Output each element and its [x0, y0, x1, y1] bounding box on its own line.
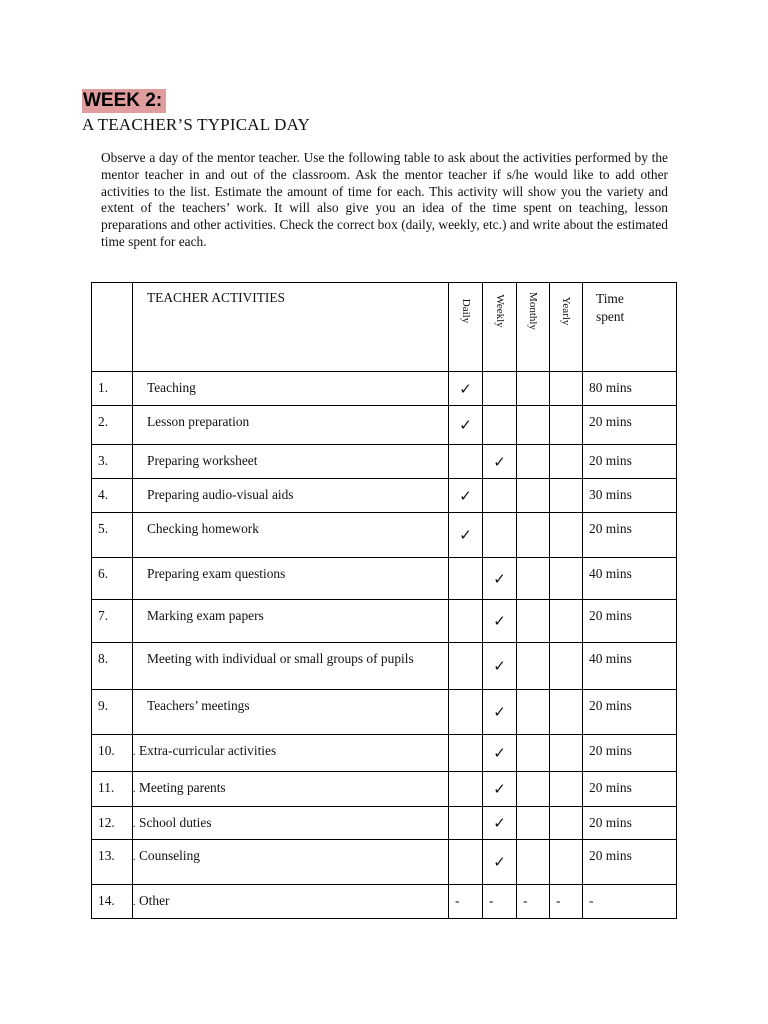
table-row: [92, 807, 677, 840]
row-monthly-cell: [517, 513, 550, 558]
row-weekly-cell: [483, 807, 517, 840]
header-time-line1: Time: [596, 291, 624, 306]
row-weekly-cell: [483, 735, 517, 772]
row-weekly-cell: [483, 513, 517, 558]
row-activity-cell: [133, 600, 449, 643]
row-monthly-cell: [517, 445, 550, 479]
row-daily-cell: [449, 807, 483, 840]
row-number: 7.: [92, 600, 133, 643]
check-mark-icon: ✓: [493, 744, 506, 762]
row-time-spent: 20 mins: [583, 406, 677, 445]
leader-dot: .: [133, 747, 136, 758]
row-weekly-cell: [483, 643, 517, 690]
row-number: 3.: [92, 445, 133, 479]
row-monthly-cell: [517, 600, 550, 643]
row-number: 11.: [92, 772, 133, 807]
row-time-spent: 30 mins: [583, 479, 677, 513]
row-number: 10.: [92, 735, 133, 772]
dash-mark: -: [455, 893, 460, 908]
row-weekly-cell: [483, 406, 517, 445]
row-yearly-cell: [550, 690, 583, 735]
row-daily-cell: [449, 885, 483, 919]
row-activity: Preparing worksheet: [147, 453, 258, 468]
row-number: 6.: [92, 558, 133, 600]
row-activity-cell: [133, 479, 449, 513]
row-activity: Preparing audio-visual aids: [147, 487, 294, 502]
row-daily-cell: [449, 406, 483, 445]
leader-dot: .: [133, 852, 136, 863]
row-monthly-cell: [517, 772, 550, 807]
check-mark-icon: ✓: [459, 526, 472, 544]
row-weekly-cell: [483, 772, 517, 807]
header-weekly-label: Weekly: [493, 294, 506, 328]
row-daily-cell: [449, 372, 483, 406]
row-daily-cell: [449, 479, 483, 513]
table-header-row: [92, 283, 677, 372]
table-row: [92, 479, 677, 513]
row-time-spent: 20 mins: [583, 772, 677, 807]
row-monthly-cell: [517, 840, 550, 885]
row-activity: Marking exam papers: [147, 608, 264, 623]
row-monthly-cell: [517, 479, 550, 513]
table-row: [92, 690, 677, 735]
table-row: [92, 772, 677, 807]
activities-table: [91, 282, 677, 919]
header-number-cell: [92, 283, 133, 372]
table-row: [92, 445, 677, 479]
table-row: [92, 643, 677, 690]
row-yearly-cell: [550, 445, 583, 479]
header-monthly: [517, 283, 550, 372]
row-number: 4.: [92, 479, 133, 513]
row-activity-cell: [133, 690, 449, 735]
leader-dot: .: [133, 819, 136, 830]
header-yearly: [550, 283, 583, 372]
row-yearly-cell: [550, 885, 583, 919]
header-time-spent: [583, 283, 677, 372]
row-number: 1.: [92, 372, 133, 406]
leader-dot: .: [133, 897, 136, 908]
row-yearly-cell: [550, 558, 583, 600]
row-activity: Meeting parents: [139, 780, 226, 795]
row-daily-cell: [449, 643, 483, 690]
header-weekly: [483, 283, 517, 372]
row-monthly-cell: [517, 885, 550, 919]
row-number: 13.: [92, 840, 133, 885]
row-weekly-cell: [483, 372, 517, 406]
dash-mark: -: [489, 893, 494, 908]
instructions-paragraph: Observe a day of the mentor teacher. Use the following table to ask about the activities performed by the mentor teacher in and out of the classroom. Ask the mentor teacher if s/he would like to add other activities to the list. Estimate the amount of time for each. This activity will show you the variety and extent of the teachers’ work. It will also give you an idea of the time spent on teaching, lesson preparations and other activities. Check the correct box (daily, weekly, etc.) and write about the estimated time spent for each.: [101, 150, 668, 249]
row-yearly-cell: [550, 406, 583, 445]
row-activity: School duties: [139, 815, 212, 830]
row-monthly-cell: [517, 690, 550, 735]
row-weekly-cell: [483, 840, 517, 885]
row-time-spent: 20 mins: [583, 840, 677, 885]
row-activity-cell: [133, 445, 449, 479]
dash-mark: -: [523, 893, 528, 908]
header-daily-label: Daily: [459, 298, 472, 324]
week-heading: WEEK 2:: [82, 89, 166, 113]
page-title: A TEACHER’S TYPICAL DAY: [82, 115, 310, 134]
row-activity: Preparing exam questions: [147, 566, 286, 581]
table-row: [92, 885, 677, 919]
row-daily-cell: [449, 600, 483, 643]
leader-dot: .: [133, 784, 136, 795]
row-yearly-cell: [550, 643, 583, 690]
header-daily: [449, 283, 483, 372]
row-activity-cell: [133, 772, 449, 807]
table-row: [92, 558, 677, 600]
row-monthly-cell: [517, 406, 550, 445]
row-activity: Other: [139, 893, 170, 908]
row-weekly-cell: [483, 558, 517, 600]
row-activity-cell: [133, 513, 449, 558]
check-mark-icon: ✓: [493, 569, 506, 588]
row-activity: Counseling: [139, 848, 201, 863]
row-yearly-cell: [550, 372, 583, 406]
header-activities: TEACHER ACTIVITIES: [133, 283, 449, 372]
check-mark-icon: ✓: [459, 416, 472, 434]
row-monthly-cell: [517, 807, 550, 840]
row-time-spent: 20 mins: [583, 807, 677, 840]
row-yearly-cell: [550, 807, 583, 840]
row-activity: Checking homework: [147, 521, 259, 536]
header-monthly-label: Monthly: [527, 292, 539, 330]
row-number: 8.: [92, 643, 133, 690]
row-yearly-cell: [550, 479, 583, 513]
row-monthly-cell: [517, 643, 550, 690]
row-daily-cell: [449, 445, 483, 479]
row-monthly-cell: [517, 372, 550, 406]
check-mark-icon: ✓: [493, 657, 506, 675]
row-daily-cell: [449, 735, 483, 772]
row-time-spent: 20 mins: [583, 513, 677, 558]
row-activity: Lesson preparation: [147, 414, 250, 429]
table-row: [92, 406, 677, 445]
row-number: 12.: [92, 807, 133, 840]
table-row: [92, 372, 677, 406]
dash-mark: -: [556, 893, 561, 908]
table-row: [92, 840, 677, 885]
row-activity: Meeting with individual or small groups of pupils: [147, 651, 414, 666]
row-yearly-cell: [550, 600, 583, 643]
row-yearly-cell: [550, 840, 583, 885]
check-mark-icon: ✓: [459, 379, 472, 398]
check-mark-icon: ✓: [459, 486, 472, 505]
check-mark-icon: ✓: [493, 703, 506, 721]
row-activity: Teachers’ meetings: [147, 698, 250, 713]
row-daily-cell: [449, 772, 483, 807]
row-activity-cell: [133, 840, 449, 885]
row-weekly-cell: [483, 479, 517, 513]
row-number: 2.: [92, 406, 133, 445]
row-daily-cell: [449, 840, 483, 885]
row-number: 5.: [92, 513, 133, 558]
check-mark-icon: ✓: [493, 452, 506, 471]
row-yearly-cell: [550, 513, 583, 558]
row-time-spent: 80 mins: [583, 372, 677, 406]
row-monthly-cell: [517, 735, 550, 772]
row-daily-cell: [449, 558, 483, 600]
row-weekly-cell: [483, 600, 517, 643]
row-weekly-cell: [483, 885, 517, 919]
row-time-spent: 20 mins: [583, 600, 677, 643]
check-mark-icon: ✓: [493, 853, 506, 871]
table-row: [92, 513, 677, 558]
row-daily-cell: [449, 690, 483, 735]
row-yearly-cell: [550, 735, 583, 772]
row-activity-cell: [133, 558, 449, 600]
row-time-spent: 20 mins: [583, 690, 677, 735]
row-time-spent: 40 mins: [583, 643, 677, 690]
row-number: 9.: [92, 690, 133, 735]
row-monthly-cell: [517, 558, 550, 600]
row-activity: Teaching: [147, 380, 196, 395]
row-number: 14.: [92, 885, 133, 919]
row-activity-cell: [133, 885, 449, 919]
row-weekly-cell: [483, 445, 517, 479]
check-mark-icon: ✓: [493, 780, 506, 798]
check-mark-icon: ✓: [493, 612, 506, 630]
row-activity-cell: [133, 406, 449, 445]
header-time-line2: spent: [596, 309, 625, 324]
row-activity-cell: [133, 643, 449, 690]
row-time-spent: 20 mins: [583, 445, 677, 479]
table-row: [92, 735, 677, 772]
table-row: [92, 600, 677, 643]
row-daily-cell: [449, 513, 483, 558]
row-activity-cell: [133, 372, 449, 406]
row-activity-cell: [133, 735, 449, 772]
check-mark-icon: ✓: [493, 814, 506, 832]
row-time-spent: -: [583, 885, 677, 919]
header-yearly-label: Yearly: [560, 296, 572, 326]
row-time-spent: 20 mins: [583, 735, 677, 772]
row-activity: Extra-curricular activities: [139, 743, 277, 758]
row-weekly-cell: [483, 690, 517, 735]
row-activity-cell: [133, 807, 449, 840]
row-time-spent: 40 mins: [583, 558, 677, 600]
row-yearly-cell: [550, 772, 583, 807]
